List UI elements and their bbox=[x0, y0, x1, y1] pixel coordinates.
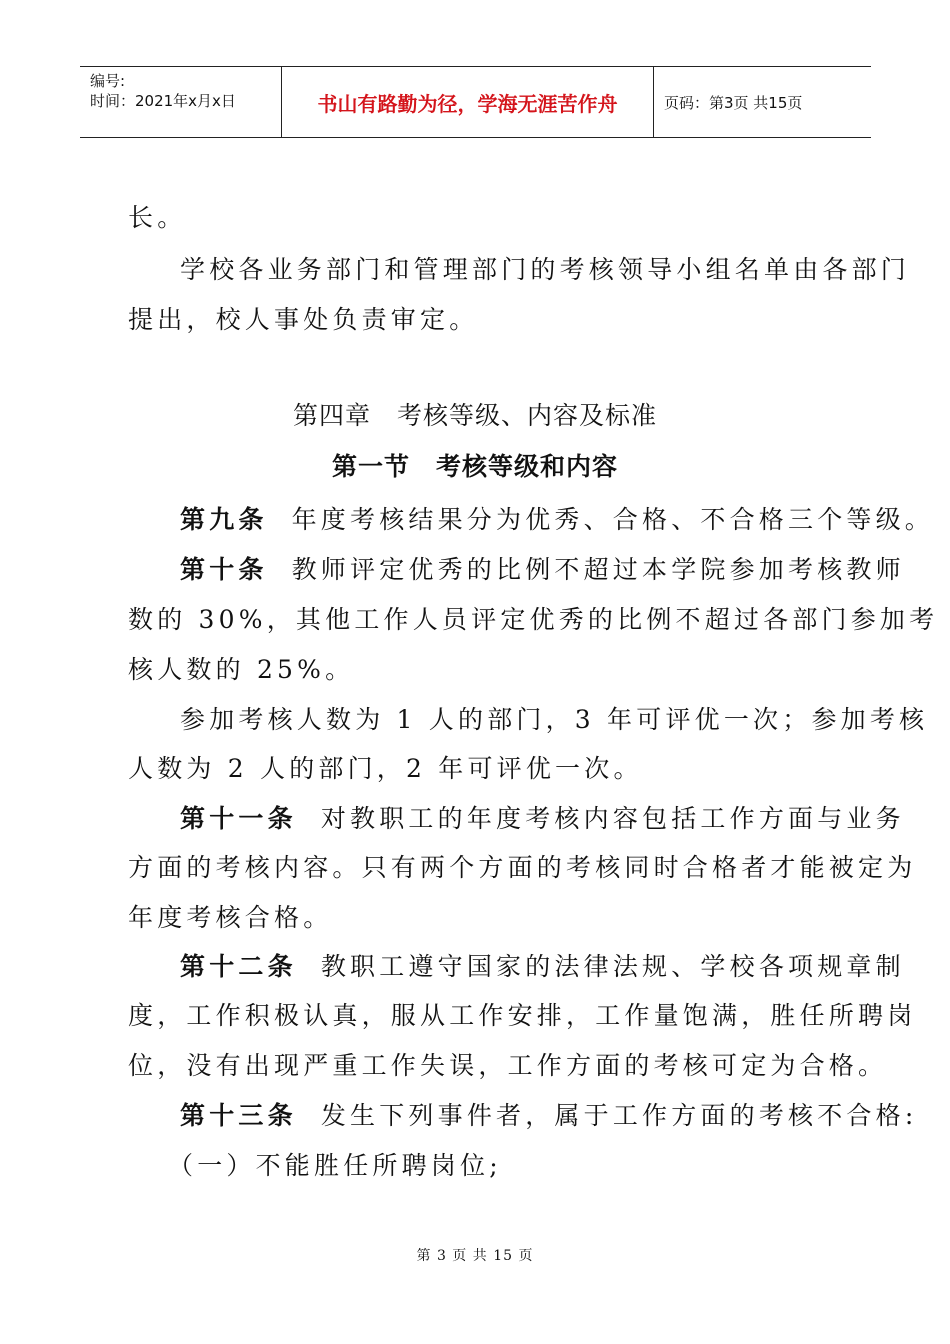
article-9 bbox=[180, 500, 934, 536]
list-item: （一）不能胜任所聘岗位; bbox=[168, 1151, 502, 1180]
article-13 bbox=[180, 1096, 917, 1132]
body-line: 参加考核人数为 1 人的部门，3 年可评优一次；参加考核 bbox=[180, 705, 929, 734]
header-motto: 书山有路勤为径，学海无涯苦作舟 bbox=[282, 67, 654, 137]
article-title: 第十三条 bbox=[180, 1101, 297, 1130]
body-line: 人数为 2 人的部门，2 年可评优一次。 bbox=[128, 754, 643, 783]
article-10 bbox=[180, 550, 905, 586]
body-line: 学校各业务部门和管理部门的考核领导小组名单由各部门 bbox=[180, 255, 911, 284]
article-text: 发生下列事件者，属于工作方面的考核不合格: bbox=[320, 1101, 918, 1130]
article-11 bbox=[180, 799, 905, 835]
time-label: 时间：2021年x月x日 bbox=[90, 92, 236, 110]
article-text: 年度考核结果分为优秀、合格、不合格三个等级。 bbox=[291, 505, 935, 534]
header-page-label: 页码：第3页 共15页 bbox=[664, 93, 803, 112]
article-12 bbox=[180, 947, 905, 983]
body-line: 度，工作积极认真，服从工作安排，工作量饱满，胜任所聘岗 bbox=[128, 1001, 917, 1030]
page-footer: 第 3 页 共 15 页 bbox=[416, 1248, 534, 1264]
page-header bbox=[80, 66, 871, 138]
article-title: 第十条 bbox=[180, 555, 268, 584]
section-title: 第一节 考核等级和内容 bbox=[331, 452, 618, 481]
article-title: 第九条 bbox=[180, 505, 268, 534]
article-text: 教师评定优秀的比例不超过本学院参加考核教师 bbox=[291, 555, 905, 584]
body-line: 年度考核合格。 bbox=[128, 903, 333, 932]
header-meta bbox=[80, 67, 282, 137]
body-line: 长。 bbox=[128, 203, 187, 232]
article-text: 教职工遵守国家的法律法规、学校各项规章制 bbox=[320, 952, 905, 981]
number-label: 编号: bbox=[90, 72, 126, 90]
body-line: 方面的考核内容。只有两个方面的考核同时合格者才能被定为 bbox=[128, 853, 917, 882]
body-line: 数的 30%，其他工作人员评定优秀的比例不超过各部门参加考 bbox=[128, 605, 939, 634]
article-text: 对教职工的年度考核内容包括工作方面与业务 bbox=[320, 804, 905, 833]
body-line: 位，没有出现严重工作失误，工作方面的考核可定为合格。 bbox=[128, 1051, 888, 1080]
article-title: 第十一条 bbox=[180, 804, 297, 833]
article-title: 第十二条 bbox=[180, 952, 297, 981]
chapter-title: 第四章 考核等级、内容及标准 bbox=[292, 401, 657, 430]
body-line: 核人数的 25%。 bbox=[128, 655, 355, 684]
body-line: 提出，校人事处负责审定。 bbox=[128, 305, 479, 334]
